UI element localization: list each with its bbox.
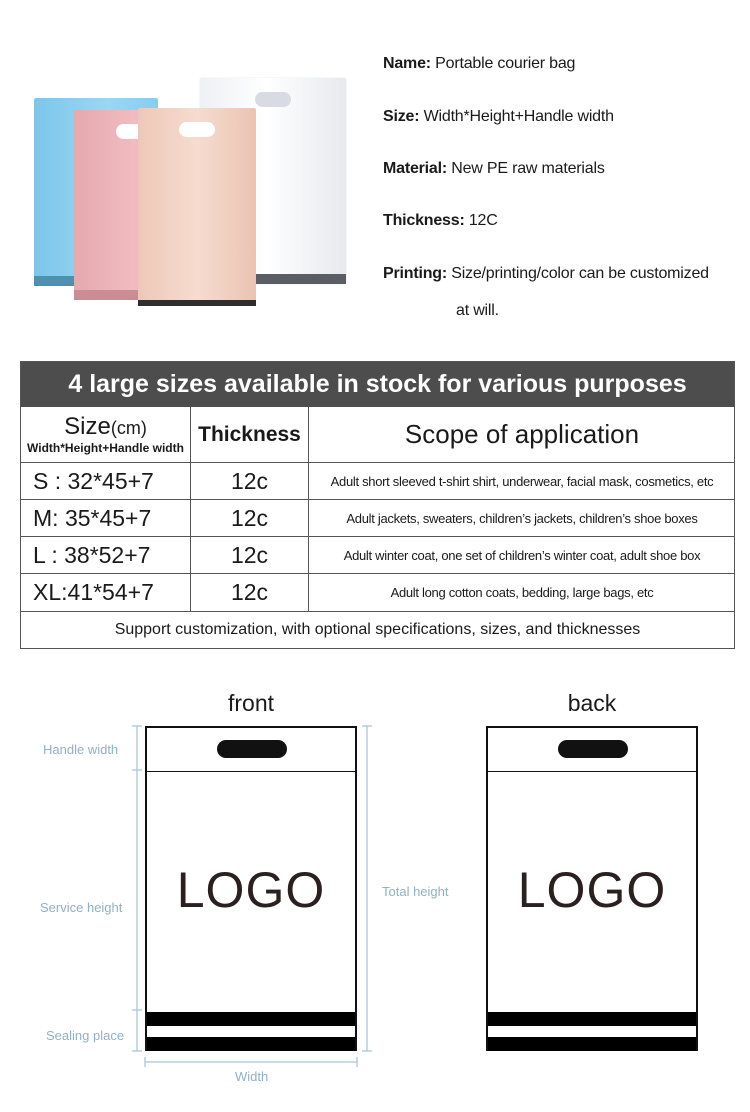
spec-value: Width*Height+Handle width <box>423 108 614 125</box>
cell-thickness: 12c <box>191 537 309 574</box>
product-photo <box>28 70 358 310</box>
cell-size: L : 38*52+7 <box>21 537 191 574</box>
table-title: 4 large sizes available in stock for various purposes <box>21 362 734 407</box>
front-bag-drawing <box>145 726 357 1051</box>
spec-printing-cont: at will. <box>456 302 499 319</box>
logo-text: LOGO <box>176 862 326 918</box>
cell-size: M: 35*45+7 <box>21 500 191 537</box>
cell-thickness: 12c <box>191 463 309 500</box>
header-scope: Scope of application <box>309 407 735 463</box>
header-size <box>21 407 191 463</box>
header-size-unit: (cm) <box>110 418 147 438</box>
cell-thickness: 12c <box>191 574 309 612</box>
label-width: Width <box>235 1069 269 1084</box>
handle-line <box>488 771 696 772</box>
cell-scope: Adult jackets, sweaters, children’s jackets, children’s shoe boxes <box>309 500 735 537</box>
beige-bag <box>138 108 256 306</box>
header-thickness: Thickness <box>191 407 309 463</box>
cell-scope: Adult short sleeved t-shirt shirt, underwear, facial mask, cosmetics, etc <box>309 463 735 500</box>
spec-key: Thickness: <box>383 212 465 229</box>
front-title: front <box>227 690 275 716</box>
cell-scope: Adult long cotton coats, bedding, large bags, etc <box>309 574 735 612</box>
spec-value: Portable courier bag <box>435 55 576 72</box>
label-handle-width: Handle width <box>43 742 119 757</box>
back-title: back <box>567 690 617 716</box>
spec-key: Name: <box>383 55 431 72</box>
back-bag-drawing <box>486 726 698 1051</box>
spec-value: Size/printing/color can be customized <box>451 265 709 282</box>
label-service-height: Service height <box>40 900 123 915</box>
spec-key: Size: <box>383 108 420 125</box>
seal-band <box>488 1037 696 1051</box>
header-size-sub: Width*Height+Handle width <box>27 441 184 455</box>
table-footer: Support customization, with optional specifications, sizes, and thicknesses <box>114 621 641 638</box>
spec-key: Printing: <box>383 265 447 282</box>
cell-scope: Adult winter coat, one set of children’s winter coat, adult shoe box <box>309 537 735 574</box>
handle-slot <box>558 740 628 758</box>
spec-printing <box>383 263 709 285</box>
seal-band <box>147 1012 355 1026</box>
spec-value: 12C <box>468 212 498 229</box>
header-size-label: Size <box>64 413 111 440</box>
size-table <box>20 361 735 649</box>
seal-band <box>488 1012 696 1026</box>
cell-size: XL:41*54+7 <box>21 574 191 612</box>
spec-material <box>383 158 605 180</box>
logo-text: LOGO <box>517 862 667 918</box>
handle-line <box>147 771 355 772</box>
spec-size <box>383 106 614 128</box>
spec-thickness <box>383 210 498 232</box>
spec-value: New PE raw materials <box>451 160 605 177</box>
label-total-height: Total height <box>382 884 449 899</box>
cell-thickness: 12c <box>191 500 309 537</box>
handle-slot <box>217 740 287 758</box>
label-sealing-place: Sealing place <box>46 1028 125 1043</box>
spec-name <box>383 53 575 75</box>
cell-size: S : 32*45+7 <box>21 463 191 500</box>
spec-key: Material: <box>383 160 447 177</box>
seal-band <box>147 1037 355 1051</box>
